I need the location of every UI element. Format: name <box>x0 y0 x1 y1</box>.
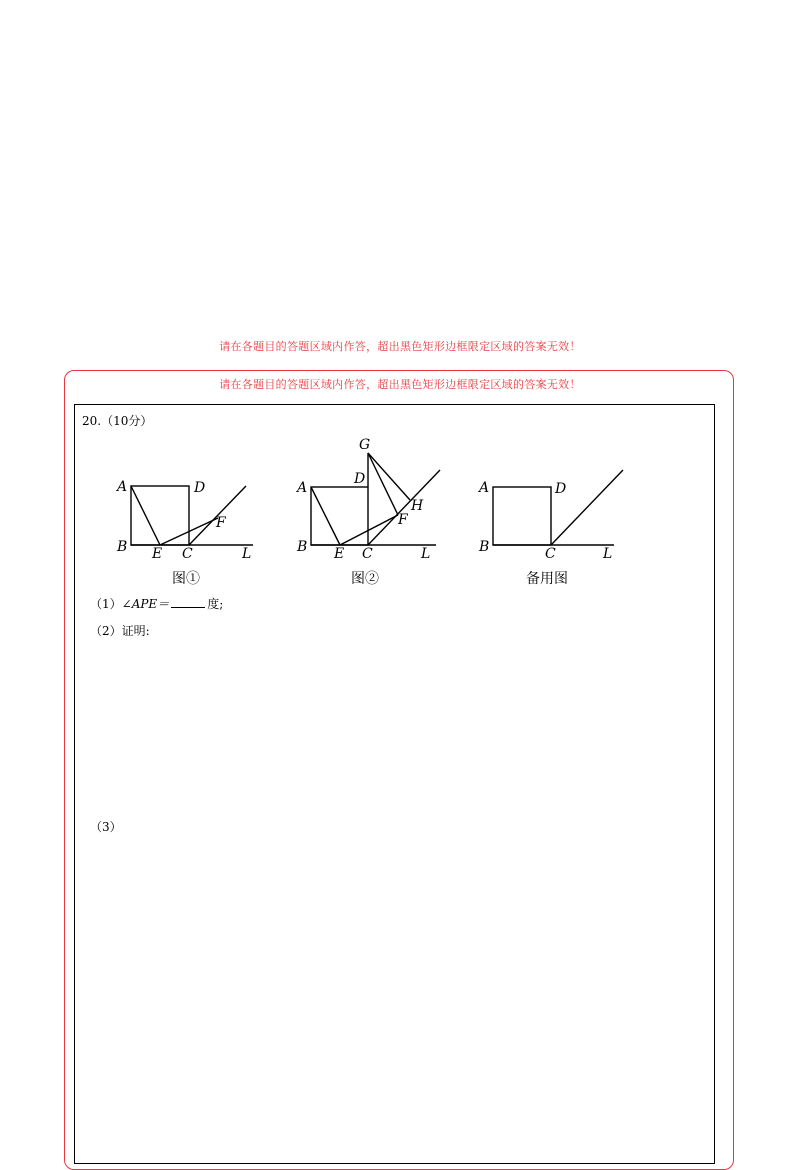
fig3-caption: 备用图 <box>526 571 568 587</box>
fig2-label-e: E <box>334 546 345 562</box>
part-1-number: （1） <box>90 597 122 611</box>
fig2-label-g: G <box>359 437 371 453</box>
fig1-label-d: D <box>194 480 206 496</box>
fig3-label-c: C <box>545 546 556 562</box>
part-1-unit: 度; <box>207 597 224 611</box>
part-2-prompt: （2）证明: <box>90 624 150 638</box>
fig3-label-d: D <box>555 481 567 497</box>
fig1-label-e: E <box>152 546 163 562</box>
question-number: 20.（10分） <box>82 414 153 428</box>
part-1-prompt <box>90 595 223 612</box>
fig2-label-b: B <box>297 539 308 555</box>
fig3-label-l: L <box>603 546 613 562</box>
answer-area-warning-inner: 请在各题目的答题区域内作答，超出黑色矩形边框限定区域的答案无效！ <box>219 378 581 391</box>
fig2-label-a: A <box>297 480 308 496</box>
figure-1-drawing <box>131 486 253 545</box>
fig1-label-l: L <box>242 546 252 562</box>
part-1-answer-blank[interactable] <box>171 597 205 608</box>
fig2-label-d: D <box>354 471 366 487</box>
answer-area-warning: 请在各题目的答题区域内作答，超出黑色矩形边框限定区域的答案无效！ <box>219 340 581 353</box>
part-1-angle-expression: ∠APE＝ <box>121 597 170 611</box>
fig1-label-f: F <box>216 515 226 531</box>
fig2-label-h: H <box>411 498 424 514</box>
fig1-caption: 图① <box>172 571 200 587</box>
fig2-label-f: F <box>398 512 408 528</box>
fig2-label-l: L <box>421 546 431 562</box>
fig3-label-b: B <box>479 539 490 555</box>
fig2-label-c: C <box>362 546 373 562</box>
fig3-label-a: A <box>479 480 490 496</box>
part-3-prompt: （3） <box>90 820 122 834</box>
fig1-label-a: A <box>117 479 128 495</box>
fig1-label-b: B <box>117 539 128 555</box>
fig1-label-c: C <box>182 546 193 562</box>
fig2-caption: 图② <box>351 571 379 587</box>
